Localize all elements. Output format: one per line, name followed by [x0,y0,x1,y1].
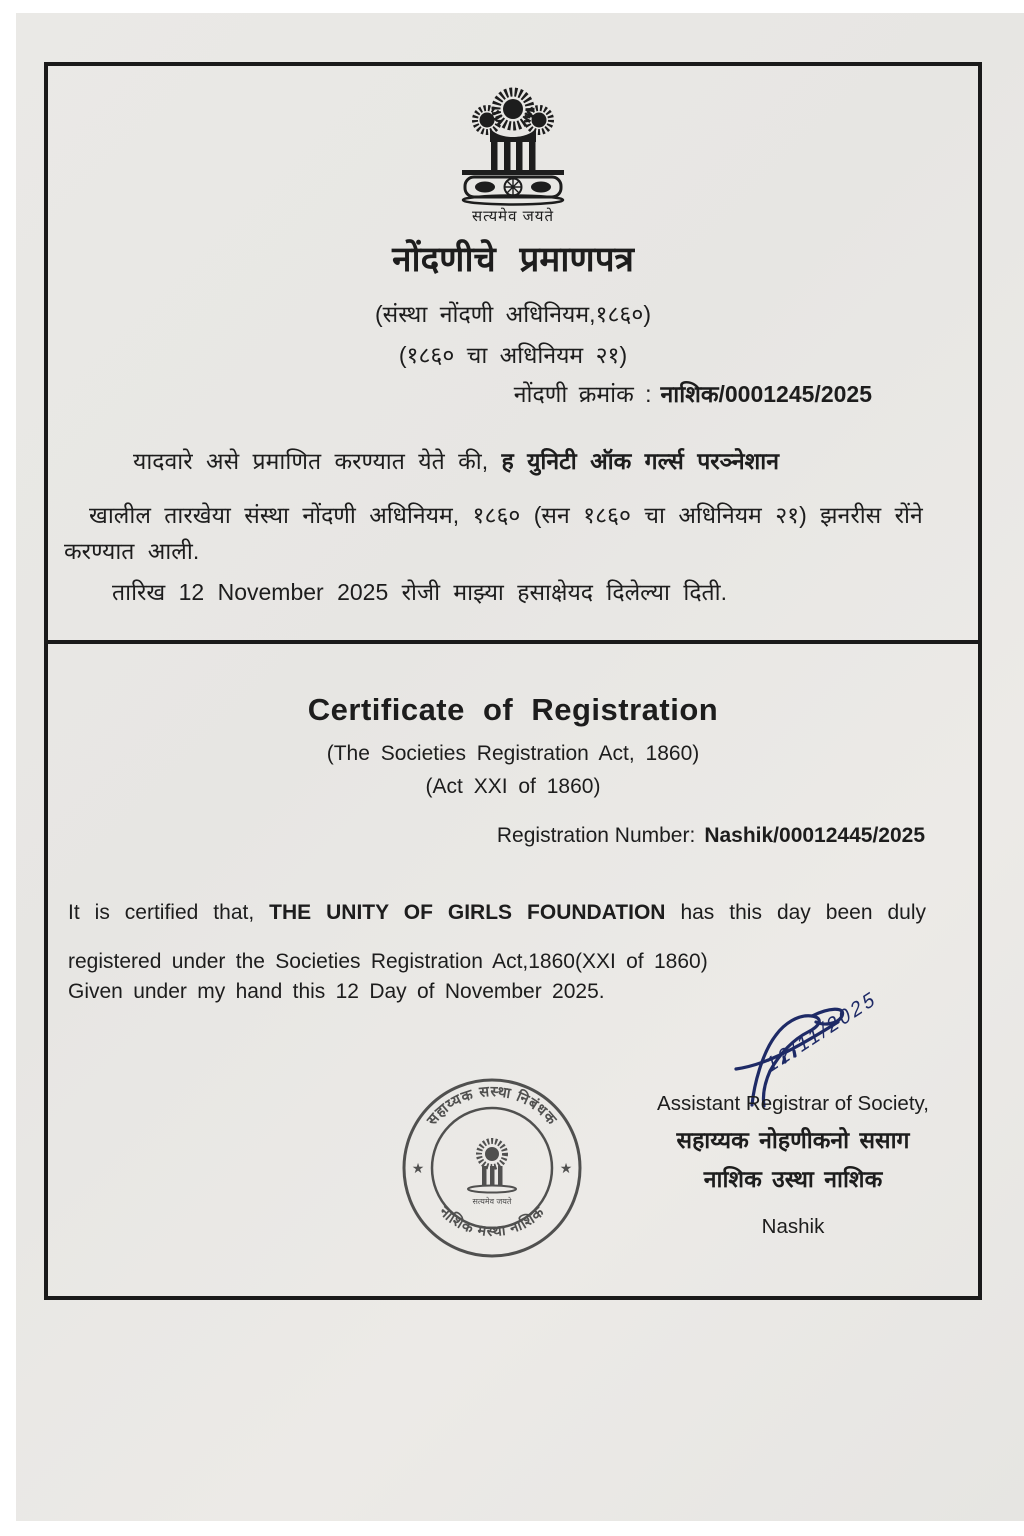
seal-top-text: सहाय्यक सस्था निबंधक [424,1084,560,1129]
english-registration-number: Nashik/00012445/2025 [704,824,925,847]
section-divider-line [44,640,982,644]
signature-handwritten-date: 12/11/2025 [762,987,881,1077]
marathi-body-line2: खालील तारखेया संस्था नोंदणी अधिनियम, १८६० (सन १८६० चा अधिनियम २१) झनरीस रोंने [89,502,923,528]
english-act-line1: (The Societies Registration Act, 1860) [326,742,700,765]
registrar-block [628,1092,958,1239]
ashoka-lion-capital-emblem [438,82,588,206]
given-under-hand-line: Given under my hand this 12 Day of November 2025. [68,980,605,1003]
svg-text:नाशिक मस्था नाशिक [435,1203,548,1240]
emblem-motto: सत्यमेव जयते [471,208,555,225]
registrar-office-marathi: नाशिक उस्था नाशिक [703,1166,883,1192]
marathi-registration-label: नोंदणी क्रमांक : [513,381,652,407]
marathi-title: नोंदणीचे प्रमाणपत्र [392,240,634,279]
english-title: Certificate of Registration [307,692,719,727]
english-registration-label: Registration Number: [496,824,696,847]
english-body-post: has this day been duly registered under the Societies Registration Act,1860(XXI of 1860) [68,901,927,973]
english-registration-number-line [497,824,925,848]
registrar-designation-english: Assistant Registrar of Society, [657,1092,929,1115]
english-body-paragraph [68,888,926,986]
seal-bottom-text: नाशिक मस्था नाशिक [436,1203,548,1241]
english-act-line2: (Act XXI of 1860) [425,775,601,798]
english-body-pre: It is certified that, [68,901,270,924]
registrar-place: Nashik [761,1215,825,1238]
seal-left-star-icon: ★ [411,1160,425,1176]
marathi-body-line3: करण्यात आली. [64,538,200,564]
society-name-english: THE UNITY OF GIRLS FOUNDATION [269,901,666,924]
marathi-act-line2: (१८६० चा अधिनियम २१) [398,342,628,368]
seal-right-star-icon: ★ [559,1160,573,1176]
seal-inner-motto: सत्यमेव जयते [472,1197,512,1206]
registrar-round-seal-stamp [396,1072,588,1264]
registrar-designation-marathi: सहाय्यक नोहणीकनो ससाग [676,1127,910,1153]
seal-inner-emblem [468,1141,516,1193]
society-name-marathi: ह युनिटी ऑक गर्ल्स परञ्नेशान [501,448,779,474]
svg-text:सहाय्यक सस्था निबंधक [424,1084,560,1129]
marathi-registration-number: नाशिक/0001245/2025 [660,381,872,407]
marathi-registration-number-line [514,377,872,409]
marathi-body-line1-text: यादवारे असे प्रमाणित करण्यात येते की, [133,448,502,474]
marathi-body-line1 [133,444,779,476]
marathi-date-line: तारिख 12 November 2025 रोजी माझ्या हसाक्षेयद दिलेल्या दिती. [112,579,727,605]
marathi-act-line1: (संस्था नोंदणी अधिनियम,१८६०) [374,301,652,327]
